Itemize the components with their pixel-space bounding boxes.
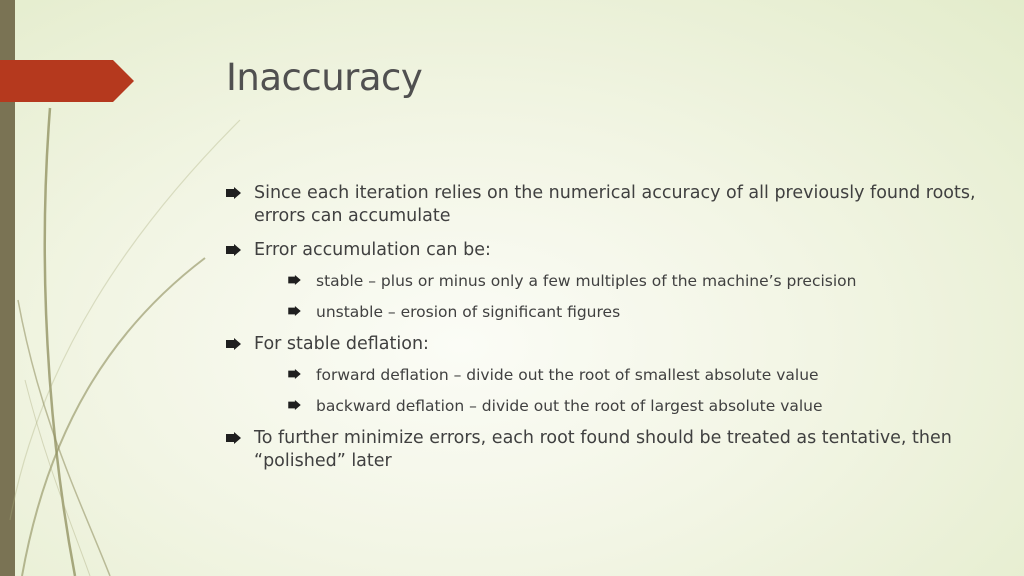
right-arrow-bullet-icon: [226, 187, 241, 199]
sub-bullet-text: backward deflation – divide out the root of largest absolute value: [316, 397, 823, 415]
sub-bullet-text: stable – plus or minus only a few multiples of the machine’s precision: [316, 272, 857, 290]
right-arrow-bullet-icon: [288, 275, 301, 285]
sub-bullet-text: unstable – erosion of significant figures: [316, 303, 621, 321]
bullet-text: For stable deflation:: [254, 334, 429, 354]
sub-bullet-item: [288, 396, 986, 416]
sub-bullet-item: [288, 271, 986, 291]
title-accent-arrow: [0, 60, 134, 102]
slide-title: Inaccuracy: [226, 56, 423, 99]
sub-bullet-text: forward deflation – divide out the root of smallest absolute value: [316, 366, 819, 384]
bullet-item: [226, 427, 986, 473]
right-arrow-bullet-icon: [226, 244, 241, 256]
right-arrow-bullet-icon: [288, 306, 301, 316]
right-arrow-bullet-icon: [226, 432, 241, 444]
right-arrow-bullet-icon: [226, 338, 241, 350]
sub-bullet-item: [288, 365, 986, 385]
bullet-text: Error accumulation can be:: [254, 240, 491, 260]
sub-bullet-item: [288, 302, 986, 322]
bullet-item: [226, 239, 986, 322]
bullet-item: [226, 182, 986, 228]
right-arrow-bullet-icon: [288, 369, 301, 379]
bullet-item: [226, 333, 986, 416]
bullet-list: [226, 182, 986, 484]
bullet-text: To further minimize errors, each root found should be treated as tentative, then “polished” later: [254, 428, 952, 471]
right-arrow-bullet-icon: [288, 400, 301, 410]
bullet-text: Since each iteration relies on the numerical accuracy of all previously found roots, errors can accumulate: [254, 183, 976, 226]
